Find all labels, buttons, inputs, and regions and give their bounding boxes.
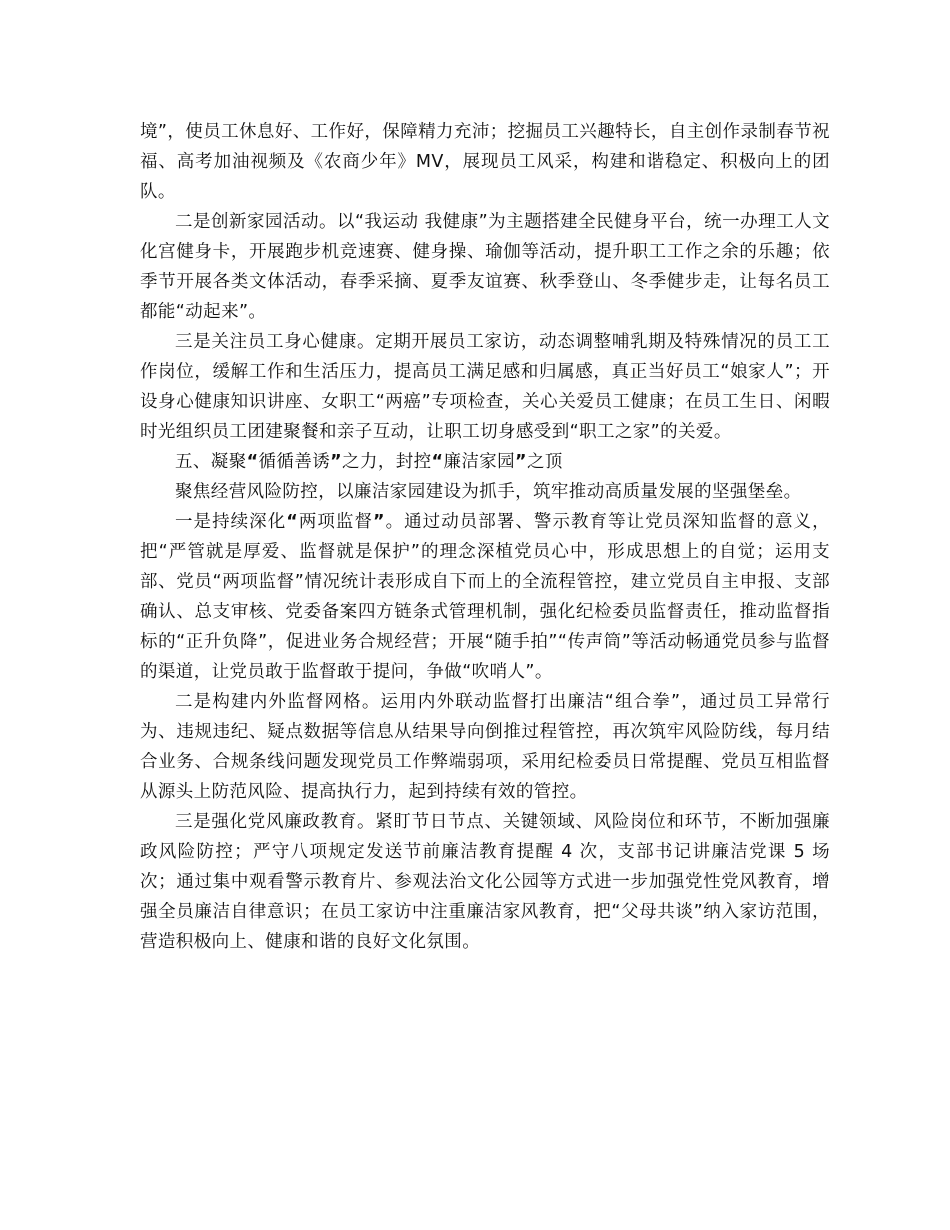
bold-quote-mark: “	[431, 452, 444, 472]
text-segment: 。通过动员部署、警示教育等让党员深知监督的意义，把“严管就是厚爱、监督就是保护”的理念深植党员心中，形成思想上的自觉；运用支部、党员“两项监督”情况统计表形成自下而上的全流程管控，建立党员自主申报、支部确认、总支审核、党委备案四方链条式管理机制，强化纪检委员监督责任，推动监督指标的“正升负降”，促进业务合规经营；开展“随手拍”“传声筒”等活动畅通党员参与监督的渠道，让党员敢于监督敢于提问，争做“吹哨人”。	[140, 512, 830, 682]
text-segment: 三是强化党风廉政教育。紧盯节日节点、关键领域、风险岗位和环节，不断加强廉政风险防控；严守八项规定发送节前廉洁教育提醒 4 次，支部书记讲廉洁党课 5 场次；通过集中观看警示教育片、参观法治文化公园等方式进一步加强党性党风教育，增强全员廉洁自律意识；在员工家访中注重廉洁家风教育，把“父母共谈”纳入家访范围，营造积极向上、健康和谐的良好文化氛围。	[140, 812, 830, 952]
paragraph-p3	[140, 447, 830, 477]
paragraph-p2	[140, 327, 830, 447]
bold-quote-mark: ”	[373, 512, 385, 532]
document-body	[140, 117, 830, 957]
text-segment: 二是创新家园活动。以“我运动 我健康”为主题搭建全民健身平台，统一办理工人文化宫健身卡，开展跑步机竞速赛、健身操、瑜伽等活动，提升职工工作之余的乐趣；依季节开展各类文体活动，春季采摘、夏季友谊赛、秋季登山、冬季健步走，让每名员工都能“动起来”。	[140, 212, 830, 322]
paragraph-p6	[140, 687, 830, 807]
text-segment: 之顶	[526, 452, 563, 472]
text-segment: 聚焦经营风险防控，以廉洁家园建设为抓手，筑牢推动高质量发展的坚强堡垒。	[175, 482, 802, 502]
text-segment: 境”，使员工休息好、工作好，保障精力充沛；挖掘员工兴趣特长，自主创作录制春节祝福、高考加油视频及《农商少年》MV，展现员工风采，构建和谐稳定、积极向上的团队。	[140, 122, 830, 202]
text-segment: 一是持续深化	[175, 512, 287, 532]
bold-quote-mark: ”	[515, 452, 527, 472]
text-segment: 循循善诱	[258, 452, 331, 472]
text-segment: 两项监督	[298, 512, 374, 532]
text-segment: 三是关注员工身心健康。定期开展员工家访，动态调整哺乳期及特殊情况的员工工作岗位，缓解工作和生活压力，提高员工满足感和归属感，真正当好员工“娘家人”；开设身心健康知识讲座、女职工“两癌”专项检查，关心关爱员工健康；在员工生日、闲暇时光组织员工团建聚餐和亲子互动，让职工切身感受到“职工之家”的关爱。	[140, 332, 830, 442]
paragraph-p5	[140, 507, 830, 687]
text-segment: 二是构建内外监督网格。运用内外联动监督打出廉洁“组合拳”，通过员工异常行为、违规违纪、疑点数据等信息从结果导向倒推过程管控，再次筑牢风险防线，每月结合业务、合规条线问题发现党员工作弊端弱项，采用纪检委员日常提醒、党员互相监督从源头上防范风险、提高执行力，起到持续有效的管控。	[140, 692, 830, 802]
text-segment: 之力，封控	[342, 452, 432, 472]
text-segment: 廉洁家园	[443, 452, 516, 472]
bold-quote-mark: ”	[330, 452, 343, 472]
text-segment: 五、凝聚	[175, 452, 247, 472]
paragraph-p1	[140, 207, 830, 327]
paragraph-p0	[140, 117, 830, 207]
bold-quote-mark: “	[246, 452, 259, 472]
bold-quote-mark: “	[286, 512, 299, 532]
paragraph-p7	[140, 807, 830, 957]
paragraph-p4	[140, 477, 830, 507]
